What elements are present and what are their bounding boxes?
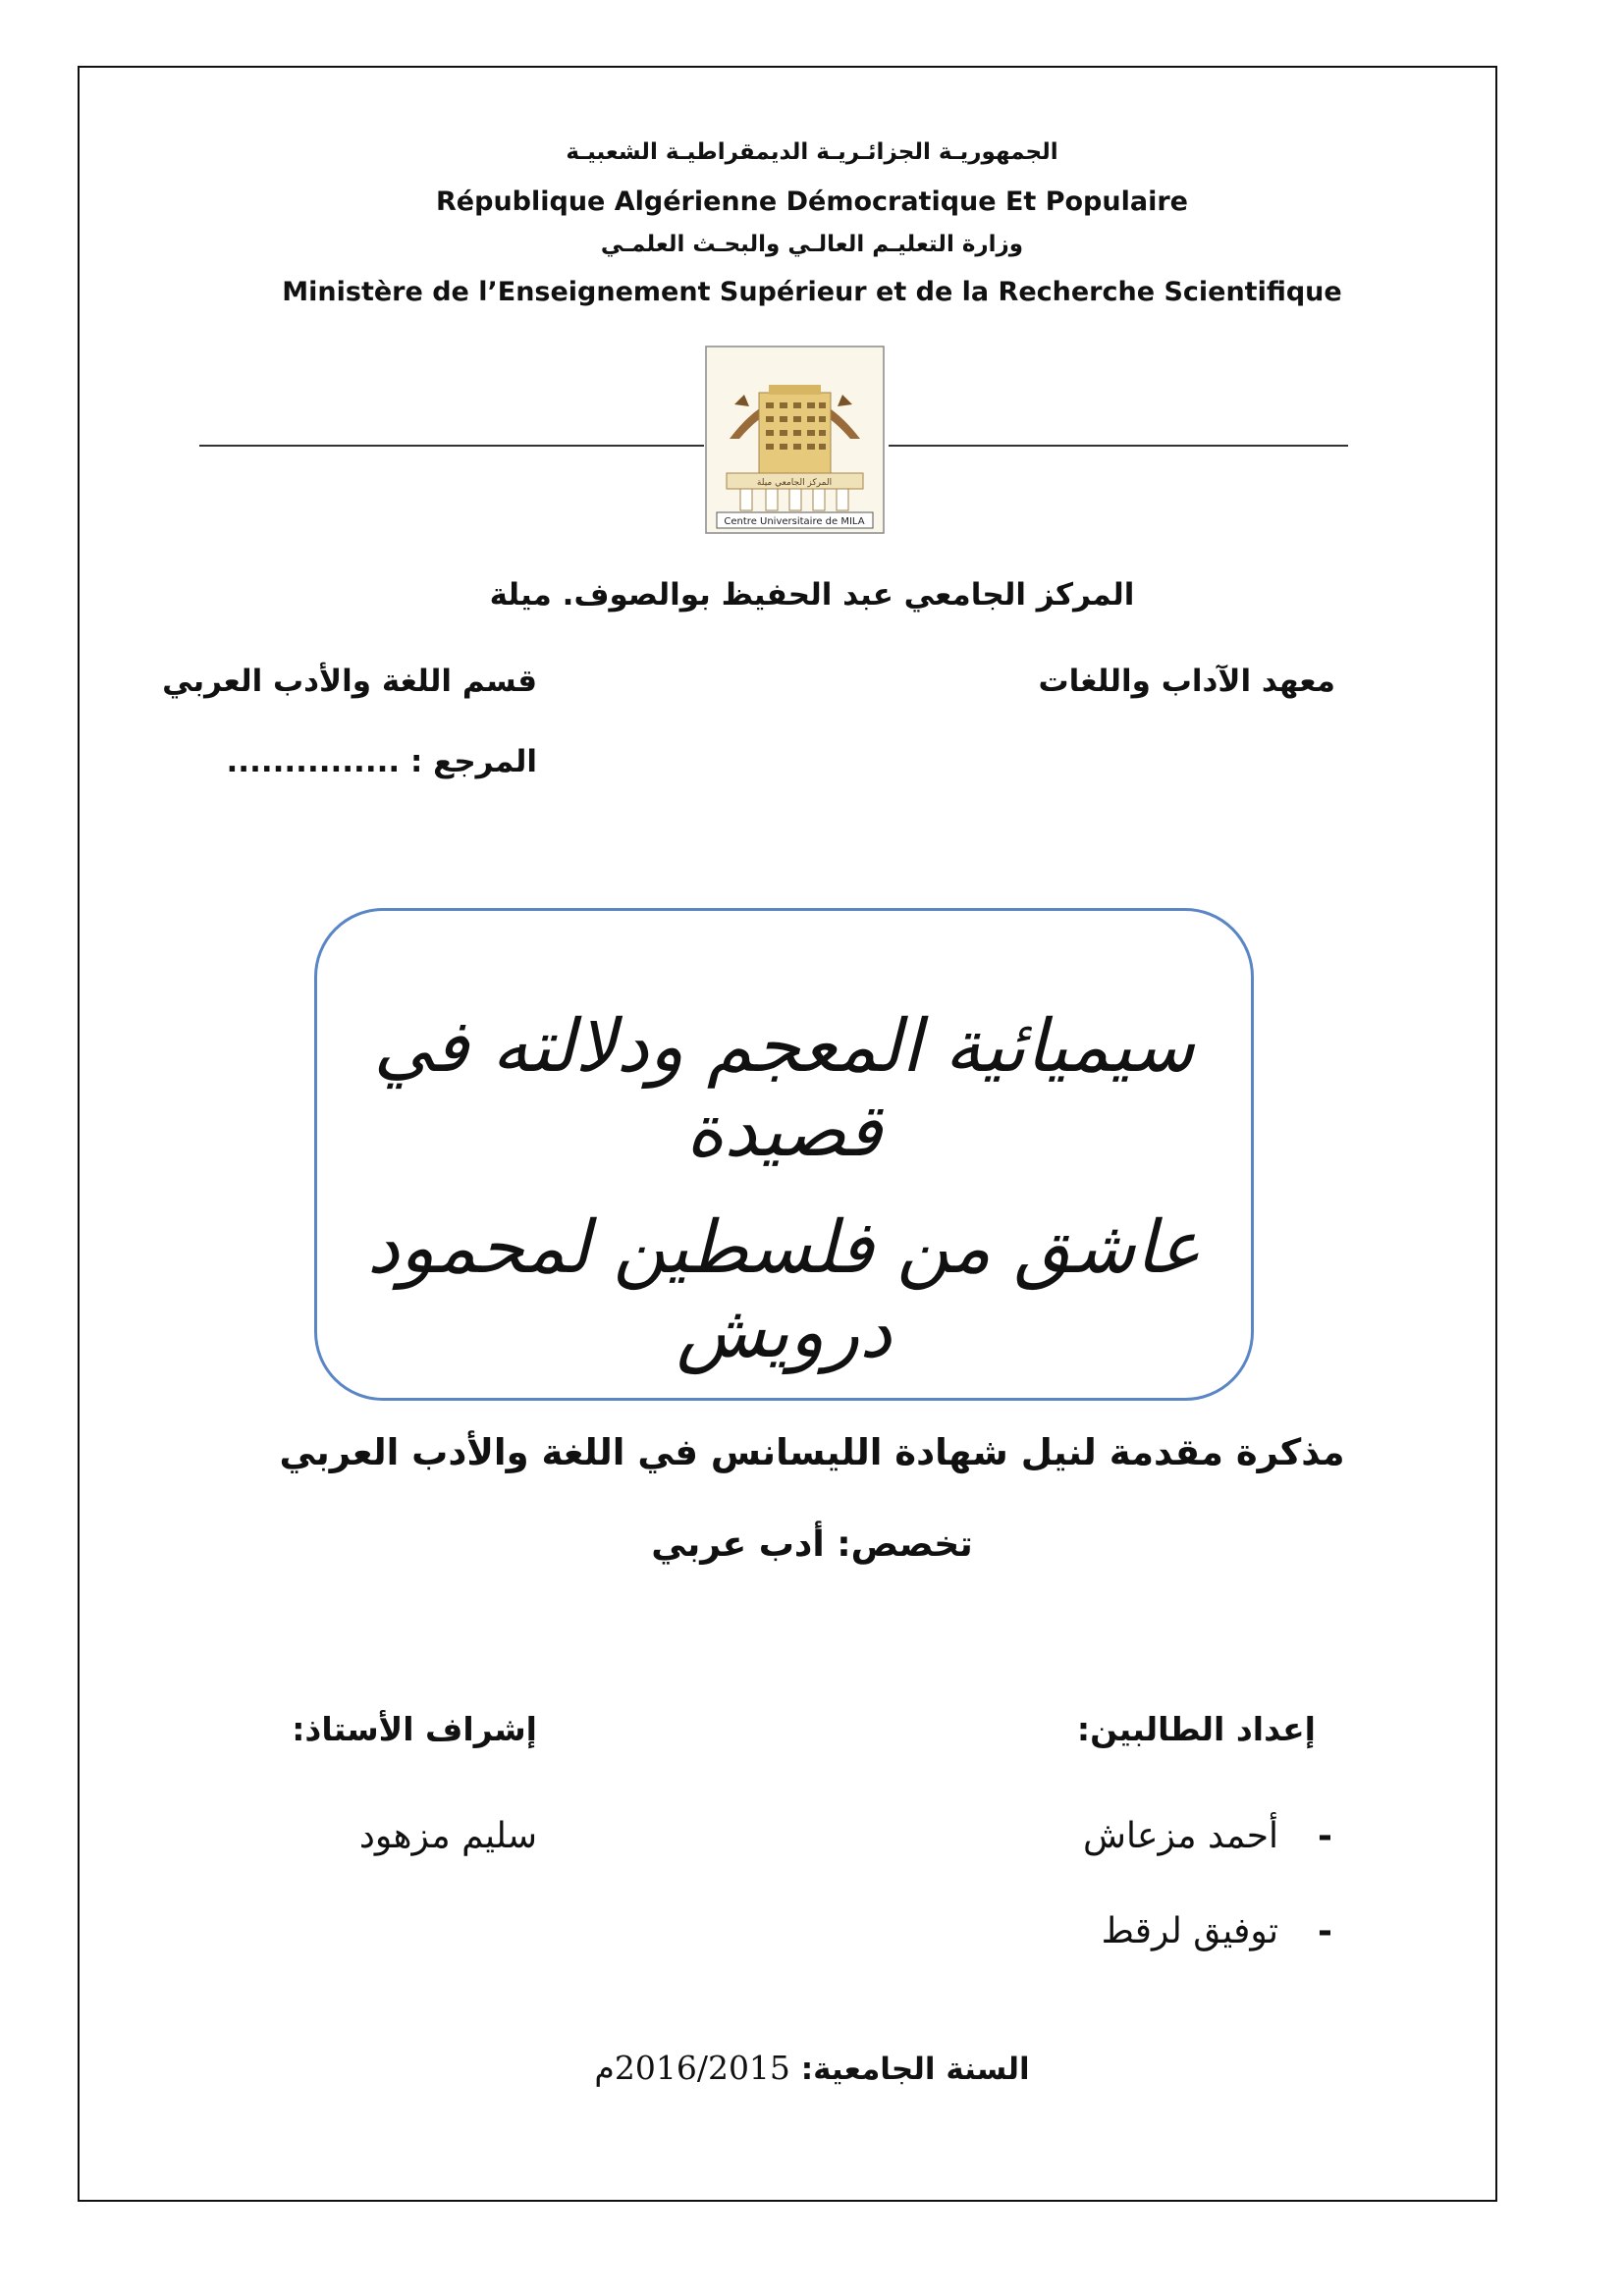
divider-left xyxy=(199,445,704,447)
ministry-fr: Ministère de l’Enseignement Supérieur et de la Recherche Scientifique xyxy=(282,277,1342,307)
ministry-ar: وزارة التعليـم العالـي والبحـث العلمـي xyxy=(600,232,1024,257)
memoire-description: مذكرة مقدمة لنيل شهادة الليسانس في اللغة والأدب العربي xyxy=(279,1431,1345,1473)
academic-year xyxy=(0,2049,1624,2087)
logo-inner-text: المركز الجامعي ميلة xyxy=(756,478,833,488)
divider-right xyxy=(889,445,1348,447)
institute-name: معهد الآداب واللغات xyxy=(1038,664,1335,699)
student-name-2: توفيق لرقط xyxy=(1101,1911,1278,1951)
dash-icon: - xyxy=(1318,1816,1332,1856)
supervisor-heading: إشراف الأستاذ: xyxy=(292,1710,537,1748)
republic-fr: République Algérienne Démocratique Et Populaire xyxy=(436,187,1188,217)
specialty: تخصص: أدب عربي xyxy=(651,1524,973,1565)
university-name: المركز الجامعي عبد الحفيظ بوالصوف. ميلة xyxy=(489,577,1135,613)
students-heading: إعداد الطالبين: xyxy=(1076,1710,1316,1748)
logo-caption: Centre Universitaire de MILA xyxy=(724,516,865,527)
supervisor-name: سليم مزهود xyxy=(358,1816,537,1856)
department-name: قسم اللغة والأدب العربي xyxy=(162,664,537,699)
title-box xyxy=(314,908,1254,1401)
thesis-title-line1: سيميائية المعجم ودلالته في قصيدة xyxy=(373,1004,1195,1173)
reference-field: المرجع : ............... xyxy=(226,744,537,779)
academic-year-label: السنة الجامعية: xyxy=(800,2052,1030,2087)
republic-ar: الجمهوريـة الجزائـريـة الديمقراطيـة الشعبيـة xyxy=(566,139,1058,165)
student-name-1: أحمد مزعاش xyxy=(1083,1816,1278,1856)
thesis-title-line2: عاشق من فلسطين لمحمود درويش xyxy=(366,1205,1202,1374)
university-logo xyxy=(705,346,885,534)
dash-icon: - xyxy=(1318,1911,1332,1951)
academic-year-value: 2016/2015م xyxy=(594,2049,790,2087)
